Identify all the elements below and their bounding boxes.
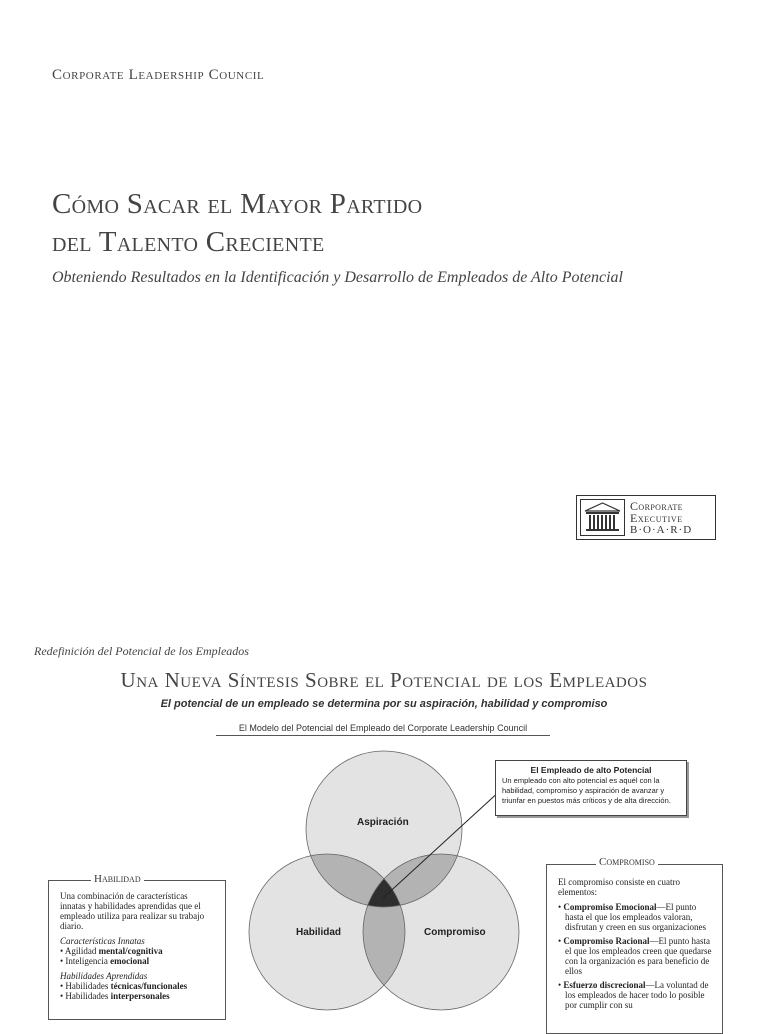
list-item: • Habilidades técnicas/funcionales	[60, 981, 188, 991]
habilidad-label: Habilidad	[296, 927, 342, 938]
list-item: • Habilidades interpersonales	[60, 991, 170, 1001]
callout-title: El Empleado de alto Potencial	[530, 765, 652, 775]
list-item: • Compromiso Racional—El punto hasta el que los empleados creen que quedarse con la organización es para beneficio de ellos	[558, 936, 712, 976]
cover-subtitle: Obteniendo Resultados en la Identificación y Desarrollo de Empleados de Alto Potencial	[52, 269, 623, 286]
organization-name: Corporate Leadership Council	[52, 67, 265, 83]
list-item: • Agilidad mental/cognitiva	[60, 946, 163, 956]
model-caption: El Modelo del Potencial del Empleado del Corporate Leadership Council	[216, 723, 550, 736]
high-potential-callout	[495, 760, 687, 816]
section-title: Una Nueva Síntesis Sobre el Potencial de los Empleados	[120, 668, 648, 692]
compromiso-box	[546, 864, 723, 1034]
habilidad-intro: Una combinación de características innatas y habilidades aprendidas que el empleado utiliza para realizar su trabajo diario.	[60, 891, 205, 931]
compromiso-box-title: Compromiso	[596, 856, 658, 868]
logo-line2: Executive	[630, 511, 683, 525]
compromiso-intro: El compromiso consiste en cuatro elementos:	[558, 877, 680, 897]
logo-line1: Corporate	[630, 499, 683, 513]
callout-body: Un empleado con alto potencial es aquél con la habilidad, compromiso y aspiración de avanzar y triunfar en puestos más críticos y de alta dirección.	[502, 776, 671, 805]
section-label: Redefinición del Potencial de los Empleados	[34, 644, 249, 658]
list-item: • Compromiso Emocional—El punto hasta el que los empleados valoran, disfrutan y creen en sus organizaciones	[558, 902, 707, 932]
compromiso-label: Compromiso	[424, 927, 486, 938]
habilidad-box	[48, 880, 226, 1020]
cover-title-line1: Cómo Sacar el Mayor Partido	[52, 188, 423, 220]
habilidad-box-title: Habilidad	[91, 873, 144, 885]
learned-heading: Habilidades Aprendidas	[60, 971, 148, 981]
cover-title-line2: del Talento Creciente	[52, 226, 325, 258]
list-item: • Esfuerzo discrecional—La voluntad de los empleados de hacer todo lo posible por cumplir con su	[558, 980, 709, 1010]
logo-line3: B·O·A·R·D	[630, 524, 693, 536]
aspiracion-label: Aspiración	[357, 817, 409, 828]
section-subtitle: El potencial de un empleado se determina por su aspiración, habilidad y compromiso	[160, 698, 608, 710]
innate-heading: Características Innatas	[60, 936, 145, 946]
list-item: • Inteligencia emocional	[60, 956, 150, 966]
